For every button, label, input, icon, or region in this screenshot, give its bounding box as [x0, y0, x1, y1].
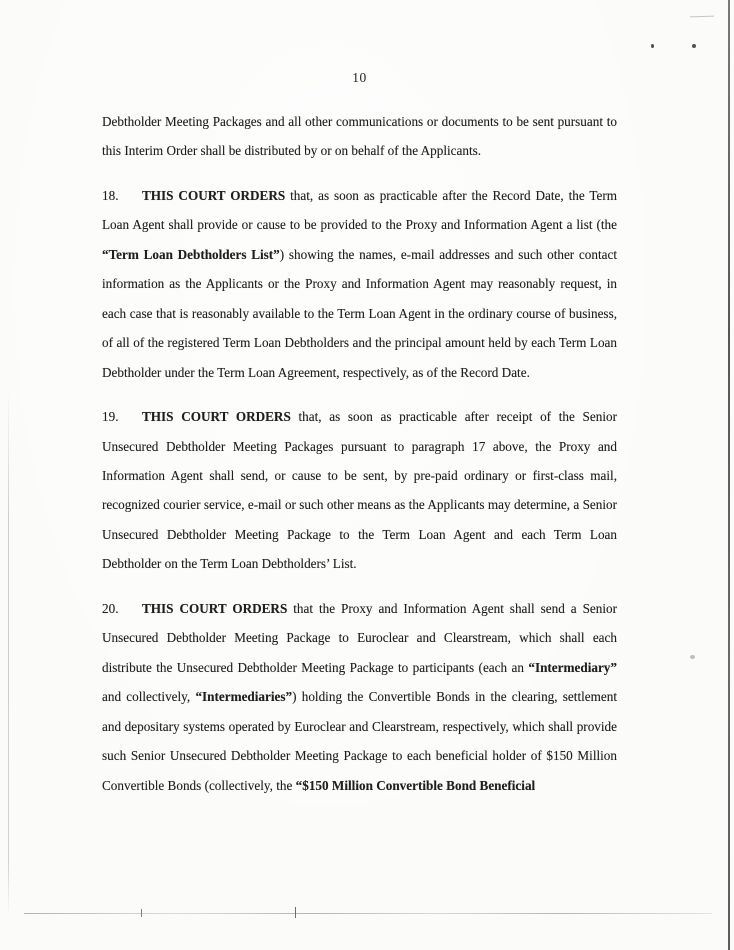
body-text: that, as soon as practicable after the Record Date, the Term Loan Agent shall provide or cause to be provided to the Proxy and Information Agent a list (the — [102, 187, 617, 233]
ink-speck — [651, 44, 654, 48]
paragraph — [102, 594, 617, 800]
body-text: ) holding the Convertible Bonds in the clearing, settlement and depositary systems operated by Euroclear and Clearstream, respectively, which shall provide such Senior Unsecured Debtholder Meeting Package to each beneficial holder of $150 Million Convertible Bonds (collectively, the — [102, 689, 617, 793]
defined-term: “Intermediary” — [528, 659, 617, 675]
body-text: that, as soon as practicable after receipt of the Senior Unsecured Debtholder Meeting Packages pursuant to paragraph 17 above, the Proxy and Information Agent shall send, or cause to be sent, by pre-paid ordinary or first-class mail, recognized courier service, e-mail or such other means as the Applicants may determine, a Senior Unsecured Debtholder Meeting Package to the Term Loan Agent and each Term Loan Debtholder on the Term Loan Debtholders’ List. — [102, 409, 617, 572]
document-body — [102, 107, 617, 815]
defined-term: “Term Loan Debtholders List” — [102, 246, 280, 262]
paragraph — [102, 402, 617, 579]
scan-edge-line — [728, 0, 730, 950]
scan-tick-mark — [295, 907, 296, 918]
body-text: ) showing the names, e-mail addresses and such other contact information as the Applicants or the Proxy and Information Agent may reasonably request, in each case that is reasonably available to the Term Loan Agent in the ordinary course of business, of all of the registered Term Loan Debtholders and the principal amount held by each Term Loan Debtholder under the Term Loan Agreement, respectively, as of the Record Date. — [102, 246, 617, 380]
defined-term: THIS COURT ORDERS — [142, 600, 288, 616]
defined-term: “Intermediaries” — [195, 689, 293, 705]
scan-tick-mark — [141, 909, 142, 917]
paragraph-number: 20. — [102, 600, 119, 616]
body-text: Debtholder Meeting Packages and all other communications or documents to be sent pursuant to this Interim Order shall be distributed by or on behalf of the Applicants. — [102, 114, 617, 159]
scan-dash-mark — [690, 16, 714, 18]
paragraph-number: 19. — [102, 409, 119, 425]
body-text: that the Proxy and Information Agent shall send a Senior Unsecured Debtholder Meeting Package to Euroclear and Clearstream, which shall each distribute the Unsecured Debtholder Meeting Package to participants (each an — [102, 600, 617, 675]
defined-term: “$150 Million Convertible Bond Beneficial — [295, 777, 536, 793]
ink-speck — [692, 44, 696, 48]
defined-term: THIS COURT ORDERS — [142, 187, 286, 203]
paragraph-number: 18. — [102, 187, 119, 203]
paragraph — [102, 181, 617, 387]
scan-smudge — [690, 655, 695, 659]
body-text: and collectively, — [102, 689, 196, 705]
page-number: 10 — [352, 70, 367, 85]
scan-left-shadow — [8, 390, 9, 915]
scan-bottom-line — [24, 913, 712, 914]
paragraph — [102, 107, 617, 166]
defined-term: THIS COURT ORDERS — [142, 409, 291, 425]
